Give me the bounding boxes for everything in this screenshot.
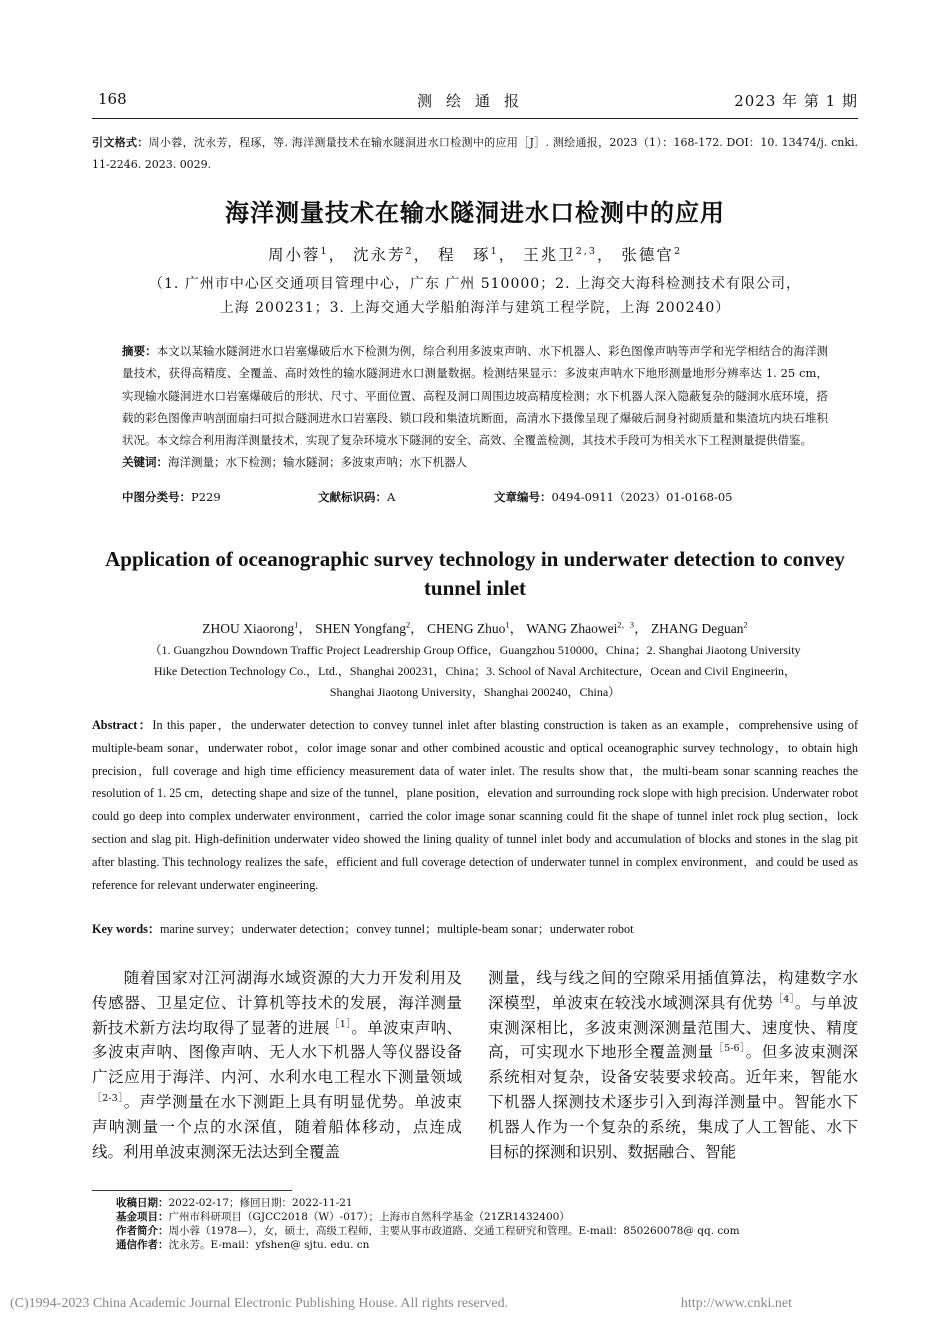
affiliation-line: （1. 广州市中心区交通项目管理中心，广东 广州 510000；2. 上海交大海科检测技术有限公司， [149, 276, 801, 292]
title-chinese: 海洋测量技术在输水隧洞进水口检测中的应用 [225, 199, 725, 227]
cnki-link[interactable]: http://www.cnki.net [680, 1296, 792, 1311]
author-sep: ， [410, 621, 424, 636]
affiliations-english [120, 640, 830, 703]
affiliation-line: （1. Guangzhou Downdown Traffic Project Leadrership Group Office，Guangzhou 510000，China；2. Shanghai Jiaotong University [149, 643, 801, 657]
page-number: 168 [98, 90, 127, 108]
abstract-text: 本文以某输水隧洞进水口岩塞爆破后水下检测为例，综合利用多波束声呐、水下机器人、彩色图像声呐等声学和光学相结合的海洋测量技术，获得高精度、全覆盖、高时效性的输水隧洞进水口测量数据。检测结果显示：多波束声呐水下地形测量地形分辨率达 1. 25 cm，实现输水隧洞进水口岩塞爆破后的形状、尺寸、平面位置、高程及洞口周围边坡高精度检测；水下机器人深入隐蔽复杂的隧洞水底环境，搭载的彩色图像声呐剖面扇扫可拟合隧洞进水口岩塞段、锁口段和集渣坑断面，高清水下摄像呈现了爆破后洞身衬砌质量和集渣坑内块石堆积状况。本文综合利用海洋测量技术，实现了复杂环境水下隧洞的安全、高效、全覆盖检测，其技术手段可为相关水下工程测量提供借鉴。 [122, 344, 829, 448]
footnote-line [116, 1196, 858, 1210]
footnote-text: 周小蓉（1978—），女，硕士，高级工程师，主要从事市政道路、交通工程研究和管理。E-mail：850260078@ qq. com [168, 1225, 740, 1237]
article-value: 0494-0911（2023）01-0168-05 [551, 490, 733, 504]
citation-format [92, 132, 858, 176]
authors-english [92, 617, 858, 637]
keywords-label: 关键词： [122, 455, 168, 470]
keywords-english [92, 920, 858, 937]
body-text: 。单波束声呐、多波束声呐、图像声呐、无人水下机器人等仪器设备广泛应用于海洋、内河、水利水电工程水下测量领域 [92, 1018, 462, 1087]
author-name: 张德官 [621, 246, 674, 264]
footnote-text: 广州市科研项目（GJCC2018（W）-017）；上海市自然科学基金（21ZR1432400） [168, 1211, 570, 1223]
body-text: 。声学测量在水下测距上具有明显优势。单波束声呐测量一个点的水深值，随着船体移动，点连成线。利用单波束测深无法达到全覆盖 [92, 1092, 462, 1161]
author-affil-sup: 2 [743, 620, 748, 630]
keywords-text: 海洋测量；水下检测；输水隧洞；多波束声呐；水下机器人 [168, 455, 467, 470]
citation-text: 周小蓉，沈永芳，程琢，等. 海洋测量技术在输水隧洞进水口检测中的应用［J］. 测绘通报，2023（1）：168-172. DOI：10. 13474/j. cnki. 11-2246. 2023. 0029. [92, 136, 859, 171]
author-affil-sup: 2,3 [575, 245, 597, 257]
keywords-label: Key words： [92, 922, 161, 936]
title-english: Application of oceanographic survey technology in underwater detection to convey tunnel inlet [105, 547, 845, 600]
abstract-english [92, 714, 858, 896]
footnote-rule [92, 1190, 292, 1191]
footnote-label: 基金项目： [116, 1211, 169, 1223]
author-sep: ， [509, 621, 524, 636]
author-affil-sup: 2 [405, 245, 414, 257]
abstract-text: In this paper，the underwater detection to convey tunnel inlet after blasting construction is taken as an example，comprehensive using of multiple-beam sonar，underwater robot，color image sonar and other combined acoustic and optical oceanographic survey technology，to obtain high precision，full coverage and high time efficiency measurement data of water inlet. The results show that，the multi-beam sonar scanning reaches the resolution of 1. 25 cm，detecting shape and size of the tunnel，plane position，elevation and surrounding rock slope with high precision. Underwater robot could go deep into complex underwater environment，carried the color image sonar scanning could fit the shape of tunnel inlet rock plug section，lock section and slag pit. High-definition underwater video showed the lining quality of tunnel inlet body and accumulation of blocks and stones in the slag pit after blasting. This technology realizes the safe，efficient and full coverage detection of underwater tunnel in complex environment，and could be used as reference for relevant underwater engineering. [92, 718, 858, 892]
doc-label: 文献标识码： [318, 490, 387, 504]
affiliation-line: Hike Detection Technology Co.，Ltd.，Shanghai 200231，China；3. School of Naval Architecture，Ocean and Civil Engineerin， [153, 664, 797, 678]
footnote-text: 沈永芳。E-mail：yfshen@ sjtu. edu. cn [168, 1239, 370, 1251]
body-text: 随着国家对江河湖海水域资源的大力开发利用及传感器、卫星定位、计算机等技术的发展，海洋测量新技术新方法均取得了显著的进展 [92, 969, 462, 1037]
doc-value: A [387, 490, 396, 504]
running-header [92, 90, 858, 116]
author-affil-sup: 1 [505, 620, 510, 630]
affiliation-line: Shanghai Jiaotong University，Shanghai 200240，China） [329, 685, 621, 699]
author-affil-sup: 1 [294, 620, 299, 630]
author-affil-sup: 2 [405, 620, 411, 630]
abstract-label: 摘要： [122, 344, 157, 358]
footnote-line [116, 1238, 858, 1252]
abstract-chinese [122, 340, 828, 474]
author-affil-sup: 2 [673, 245, 683, 257]
reference-sup: ［5-6］ [713, 1043, 746, 1055]
article-number [494, 489, 733, 505]
affiliation-line: 上海 200231；3. 上海交通大学船舶海洋与建筑工程学院，上海 200240） [219, 300, 731, 316]
issue-info: 2023 年 第 1 期 [734, 92, 858, 110]
author-name: WANG Zhaowei [526, 621, 618, 636]
citation-label: 引文格式： [92, 136, 149, 149]
body-text: 。但多波束测深系统相对复杂，设备安装要求较高。近年来，智能水下机器人探测技术逐步引入到海洋测量中。智能水下机器人作为一个复杂的系统，集成了人工智能、水下目标的探测和识别、数据融合、智能 [488, 1043, 858, 1161]
abstract-label: Abstract： [92, 718, 153, 732]
author-sep: ， [298, 621, 312, 636]
footnotes [116, 1196, 858, 1252]
author-name: 王兆卫 [523, 246, 576, 264]
clc-label: 中图分类号： [122, 490, 191, 504]
author-sep: ， [328, 246, 347, 264]
author-sep: ， [498, 246, 517, 264]
author-affil-sup: 1 [490, 245, 499, 257]
copyright-text: (C)1994-2023 China Academic Journal Electronic Publishing House. All rights reserved. [10, 1296, 509, 1311]
header-rule [92, 118, 858, 119]
author-sep: ， [596, 246, 615, 264]
body-column-left [92, 966, 462, 1164]
author-affil-sup: 1 [320, 245, 329, 257]
journal-name: 测绘通报 [416, 92, 533, 110]
footnote-label: 收稿日期： [116, 1197, 169, 1209]
footnote-label: 通信作者： [116, 1239, 169, 1251]
author-name: 沈永芳 [353, 246, 406, 264]
footnote-line [116, 1224, 858, 1238]
author-name: 程 琢 [438, 246, 491, 264]
footnote-line [116, 1210, 858, 1224]
copyright-bar [0, 1296, 950, 1316]
author-name: SHEN Yongfang [315, 621, 406, 636]
body-column-right [488, 966, 858, 1164]
body-text: 。与单波束测深相比，多波束测深测量范围大、速度快、精度高，可实现水下地形全覆盖测量 [488, 993, 858, 1062]
author-sep: ， [634, 621, 648, 636]
author-affil-sup: 2，3 [617, 620, 635, 630]
author-name: 周小蓉 [267, 246, 321, 264]
article-label: 文章编号： [494, 490, 552, 504]
affiliations-chinese [92, 272, 858, 320]
authors-chinese [92, 243, 858, 265]
reference-sup: ［4］ [773, 993, 795, 1005]
clc-number [122, 489, 221, 505]
author-name: ZHANG Deguan [650, 621, 744, 636]
footnote-label: 作者简介： [116, 1225, 169, 1237]
reference-sup: ［2-3］ [92, 1092, 124, 1104]
doc-code [318, 489, 395, 505]
body-text: 测量，线与线之间的空隙采用插值算法，构建数字水深模型，单波束在较浅水域测深具有优势 [488, 969, 858, 1012]
clc-value: P229 [191, 490, 221, 504]
author-name: CHENG Zhuo [427, 621, 506, 636]
author-sep: ， [413, 246, 432, 264]
footnote-text: 2022-02-17；修回日期：2022-11-21 [168, 1197, 353, 1209]
author-name: ZHOU Xiaorong [202, 621, 295, 636]
reference-sup: ［1］ [329, 1018, 352, 1030]
keywords-text: marine survey；underwater detection；convey tunnel；multiple-beam sonar；underwater robot [160, 922, 634, 936]
classification-line [122, 489, 828, 511]
